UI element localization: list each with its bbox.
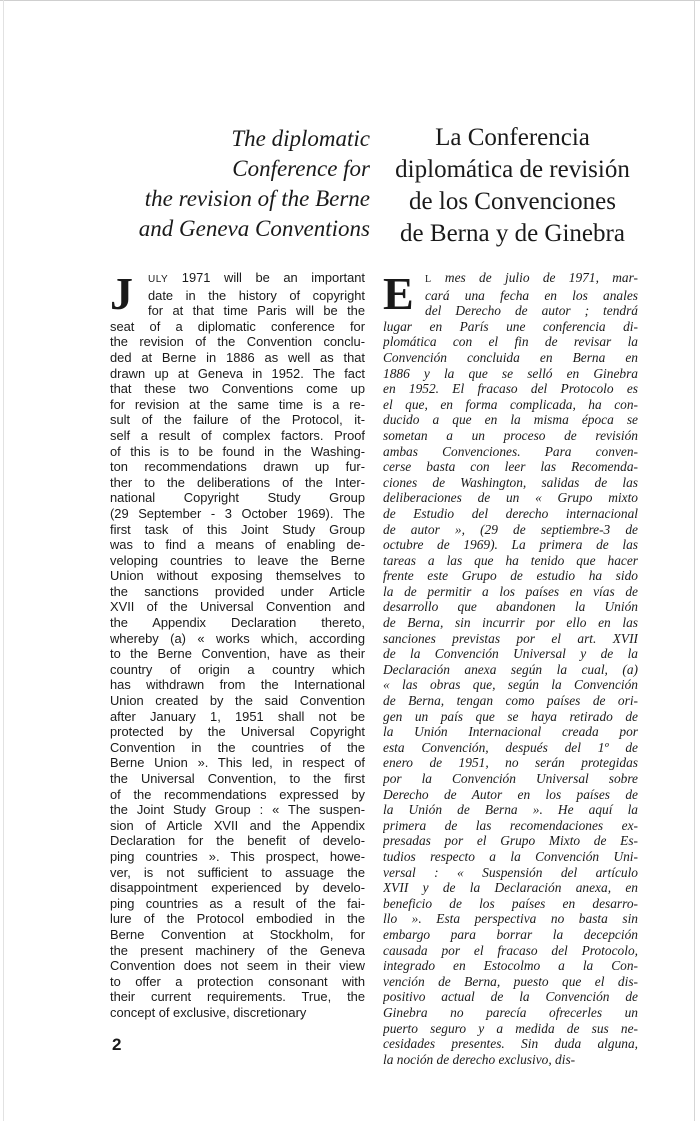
text-line: ducido a que en la misma época se [383, 412, 638, 428]
text-line: esta Convención, después del 1º de [383, 739, 638, 755]
text-line: ping countries as a result of the fai- [110, 895, 365, 911]
text-line: was to find a means of enabling de- [110, 537, 365, 553]
text-line: sanciones previstas por el art. XVII [383, 630, 638, 646]
text-line: the Joint Study Group : « The suspen- [110, 802, 365, 818]
title-es-line: La Conferencia [435, 124, 590, 151]
text-line: lugar en París une conferencia di- [383, 318, 638, 334]
title-es-line: de Berna y de Ginebra [400, 220, 625, 247]
text-line: la Unión de Berna ». He aquí la [383, 802, 638, 818]
text-line: cesidades presentes. Sin duda alguna, [383, 1036, 638, 1052]
text-line: ping countries ». This prospect, howe- [110, 848, 365, 864]
text-line: la noción de derecho exclusivo, dis- [383, 1051, 576, 1067]
text-line: frente este Grupo de estudio ha sido [383, 568, 638, 584]
text-line: Berne Convention at Stockholm, for [110, 926, 365, 942]
title-en-line: Conference for [232, 156, 370, 181]
text-line: cerse basta con leer las Recomenda- [383, 459, 638, 475]
text-line: lure of the Protocol embodied in the [110, 911, 365, 927]
text-line: la Unión Internacional creada por [383, 724, 638, 740]
text-line: the present machinery of the Geneva [110, 942, 365, 958]
text-line: first task of this Joint Study Group [110, 521, 365, 537]
text-line: sometan a un proceso de revisión [383, 427, 638, 443]
text-line: gen un país que se haya retirado de [383, 708, 638, 724]
text-line: for revision at the same time is a re- [110, 396, 365, 412]
text-line: ton recommendations drawn up fur- [110, 459, 365, 475]
text-line-rest: mes de julio de 1971, mar- [431, 270, 638, 285]
title-es-line: de los Convenciones [409, 188, 616, 215]
text-line [383, 270, 638, 288]
text-line: en 1952. El fracaso del Protocolo es [383, 381, 638, 397]
text-line: 1886 y la que se selló en Ginebra [383, 365, 638, 381]
text-line: beneficio de los países en desarro- [383, 895, 638, 911]
text-line: por la Convención Universal sobre [383, 771, 638, 786]
text-line: XVII y de la Declaración anexa, en [383, 880, 638, 896]
text-line: has withdrawn from the International [110, 677, 365, 693]
small-caps-lead: ULY [148, 274, 169, 285]
text-line: octubre de 1969). La primera de las [383, 537, 638, 553]
text-line: ded at Berne in 1886 as well as that [110, 349, 365, 365]
text-line: de autor », (29 de septiembre-3 de [383, 521, 638, 537]
text-line: ambas Convenciones. Para conven- [383, 443, 638, 459]
text-line: Convention does not seem in their view [110, 958, 365, 974]
page-number: 2 [112, 1035, 122, 1054]
text-line: date in the history of copyright [148, 287, 365, 303]
text-line: deliberaciones de un « Grupo mixto [383, 490, 638, 506]
text-line: XVII of the Universal Convention and [110, 599, 365, 615]
text-line: to offer a protection consonant with [110, 973, 365, 989]
text-line: the revision of the Convention conclu- [110, 334, 365, 350]
text-line: to the Berne Convention, have as their [110, 646, 365, 662]
text-line: Convención concluida en Berna en [383, 349, 638, 365]
text-line: Derecho de Autor en los países de [383, 786, 638, 802]
text-line: desarrollo que abandonen la Unión [383, 599, 638, 615]
text-line: presadas por el Grupo Mixto de Es- [383, 833, 638, 849]
text-line: de Estudio del derecho internacional [383, 505, 638, 521]
text-line: « las obras que, según la Convención [383, 677, 638, 693]
body-column-spanish [383, 270, 638, 1067]
text-line: primera de las recomendaciones ex- [383, 817, 638, 833]
text-line: the Universal Convention, to the first [110, 771, 365, 786]
drop-cap: J [110, 268, 133, 319]
title-en-line: The diplomatic [231, 126, 370, 151]
text-line: the sanctions provided under Article [110, 583, 365, 599]
text-line: of this is to be found in the Washing- [110, 443, 365, 459]
text-line: enero de 1951, no serán protegidas [383, 755, 638, 771]
text-line: positivo actual de la Convención de [383, 989, 638, 1005]
text-line [110, 270, 365, 288]
text-line: de Berna, tengan como países de ori- [383, 693, 638, 709]
text-line: Berne Union ». This led, in respect of [110, 755, 365, 771]
text-line: plomática con el fin de revisar la [383, 334, 638, 350]
text-line: causada por el fracaso del Protocolo, [383, 942, 638, 958]
text-line: llo ». Esta perspectiva no basta sin [383, 911, 638, 927]
text-line: veloping countries to leave the Berne [110, 552, 365, 568]
text-line: Declaración anexa según la cual, (a) [383, 661, 638, 677]
body-column-english [110, 270, 365, 1021]
article-title-english [100, 124, 370, 244]
text-line: after January 1, 1951 shall not be [110, 708, 365, 724]
text-line: that these two Conventions come up [110, 381, 365, 397]
article-title-spanish [380, 122, 645, 250]
text-line: vención de Berna, puesto que el dis- [383, 973, 638, 989]
right-border-line [694, 0, 695, 1121]
text-line: sion of Article XVII and the Appendix [110, 817, 365, 833]
text-line: tudios respecto a la Convención Uni- [383, 848, 638, 864]
text-line: embargo para borrar la decepción [383, 926, 638, 942]
drop-cap: E [383, 268, 414, 319]
text-line: Declaration for the benefit of develo- [110, 833, 365, 849]
text-line: integrado en Estocolmo a la Con- [383, 958, 638, 974]
title-es-line: diplomática de revisión [395, 156, 630, 183]
text-line: their current requirements. True, the [110, 989, 365, 1005]
text-line: (29 September - 3 October 1969). The [110, 505, 365, 521]
title-en-line: and Geneva Conventions [138, 216, 370, 241]
text-line: ther to the deliberations of the Inter- [110, 474, 365, 490]
text-line: the Appendix Declaration thereto, [110, 615, 365, 631]
left-border-line [3, 0, 4, 1121]
text-line: drawn up at Geneva in 1952. The fact [110, 365, 365, 381]
text-line: sult of the failure of the Protocol, it- [110, 412, 365, 428]
top-border-line [0, 0, 700, 1]
text-line: country of origin a country which [110, 661, 365, 677]
text-line: Ginebra no parecía ofrecerles un [383, 1004, 638, 1020]
text-line: la de permitir a los países en vías de [383, 583, 638, 599]
text-line: protected by the Universal Copyright [110, 724, 365, 740]
text-line: Union created by the said Convention [110, 693, 365, 709]
text-line: tareas a las que ha tenido que hacer [383, 552, 638, 568]
small-caps-lead: L [425, 274, 432, 285]
text-line-rest: 1971 will be an important [168, 270, 365, 285]
text-line: Union without exposing themselves to [110, 568, 365, 584]
text-line: whereby (a) « works which, according [110, 630, 365, 646]
text-line: el que, en forma complicada, ha con- [383, 396, 638, 412]
title-en-line: the revision of the Berne [144, 186, 370, 211]
text-line: de Berna, sin incurrir por ello en las [383, 615, 638, 631]
text-line: de la Convención Universal y de la [383, 646, 638, 662]
text-line: del Derecho de autor ; tendrá [425, 303, 638, 319]
text-line: of the recommendations expressed by [110, 786, 365, 802]
text-line: self a result of complex factors. Proof [110, 427, 365, 443]
text-line: ver, is not sufficient to assuage the [110, 864, 365, 880]
text-line: national Copyright Study Group [110, 490, 365, 506]
text-line: Convention in the countries of the [110, 739, 365, 755]
text-line: disappointment experienced by develo- [110, 880, 365, 896]
text-line: ciones de Washington, salidas de las [383, 474, 638, 490]
text-line: for at that time Paris will be the [148, 303, 365, 319]
text-line: concept of exclusive, discretionary [110, 1004, 307, 1020]
text-line: cará una fecha en los anales [425, 287, 638, 303]
text-line: versal : « Suspensión del artículo [383, 864, 638, 880]
text-line: seat of a diplomatic conference for [110, 318, 365, 334]
text-line: puerto seguro y a medida de sus ne- [383, 1020, 638, 1036]
